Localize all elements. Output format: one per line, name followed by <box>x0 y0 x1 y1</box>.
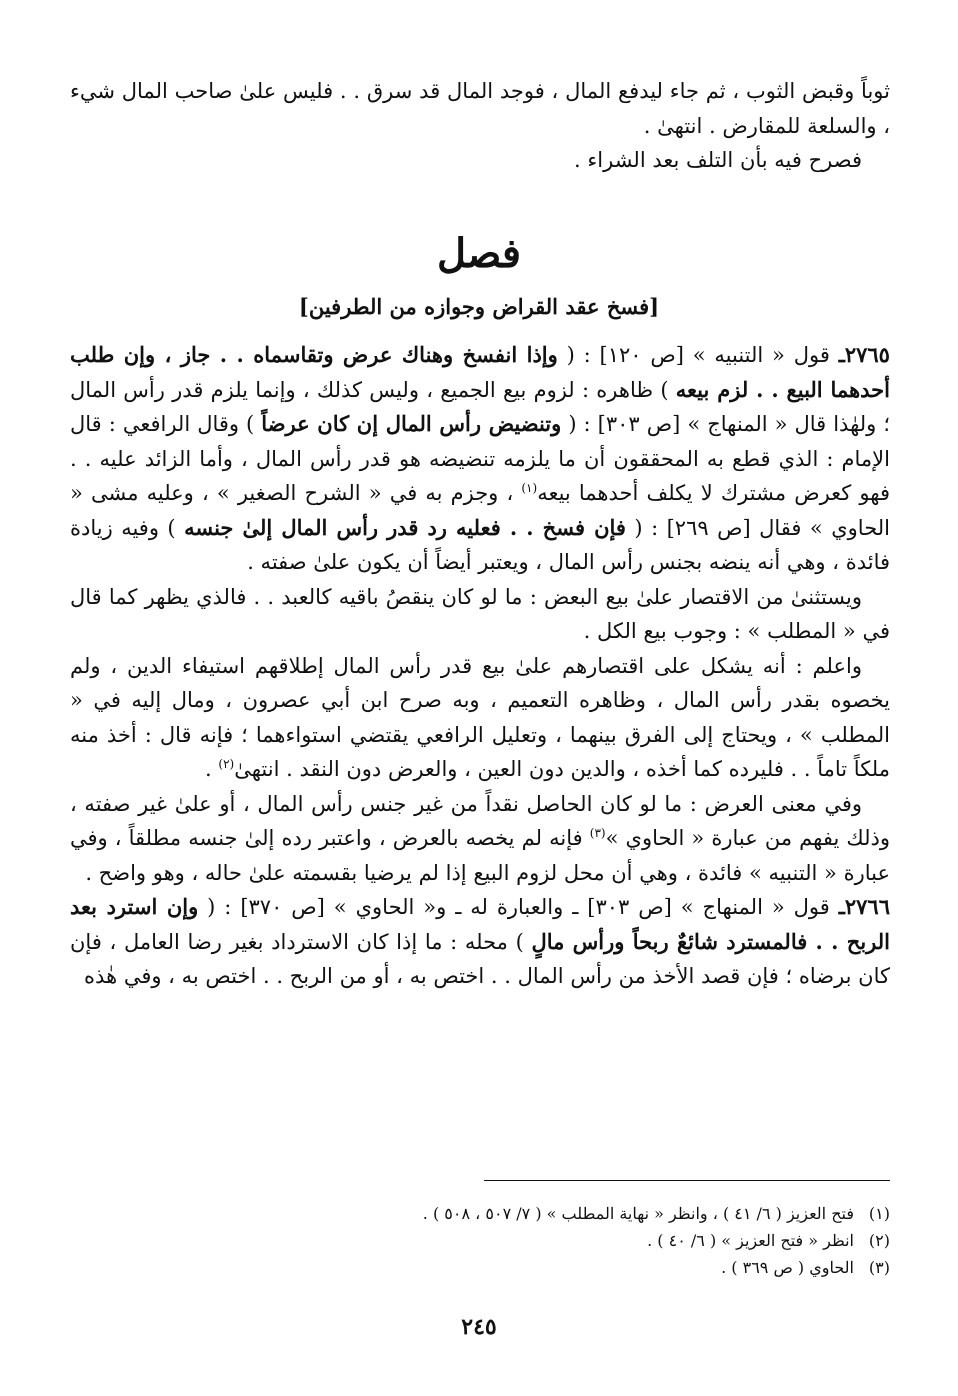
paragraph-2765 <box>70 338 890 580</box>
paragraph-2766 <box>70 890 890 994</box>
text-span: قول « المنهاج » [ص ٣٠٣] ـ والعبارة له ـ و« الحاوي » [ص ٣٧٠] : ( <box>198 895 839 919</box>
footnote-text: الحاوي ( ص ٣٦٩ ) . <box>721 1258 854 1277</box>
text-span: واعلم : أنه يشكل على اقتصارهم علىٰ بيع قدر رأس المال إطلاقهم استيفاء الدين ، ولم يخصوه بقدر رأس المال ، وظاهره التعميم ، وبه صرح ابن أبي عصرون ، ومال إليه في « المطلب » ، ويحتاج إلى الفرق بينهما ، وتعليل الرافعي يقتضي استواءهما ؛ فإنه قال : أخذ منه ملكاً تاماً . . فليرده كما أخذه ، والدين دون العين ، والعرض دون النقد . انتهىٰ <box>70 653 890 781</box>
text-span: . <box>205 757 219 781</box>
text-span: وفي معنى العرض : ما لو كان الحاصل نقداً من غير جنس رأس المال ، أو علىٰ غير صفته ، وذلك يفهم من عبارة « الحاوي » <box>70 791 890 850</box>
footnote-item <box>300 1200 890 1227</box>
text-span: فإنه لم يخصه بالعرض ، واعتبر رده إلىٰ جنسه مطلقاً ، وفي عبارة « التنبيه » فائدة ، وهي أن محل لزوم البيع إذا لم يرضيا بقسمته علىٰ حاله ، وهو واضح . <box>70 826 890 885</box>
main-text <box>70 338 890 994</box>
issue-number: ٢٧٦٦ـ <box>838 894 890 919</box>
top-text <box>70 74 890 178</box>
text-span: ) محله : ما إذا كان الاسترداد بغير رضا العامل ، فإن كان برضاه ؛ فإن قصد الأخذ من رأس المال . . اختص به ، أو من الربح . . اختص به ، وفي هٰذه <box>70 929 890 988</box>
footnote-number: (٢) <box>868 1231 890 1250</box>
paragraph-continuation: ثوباً وقبض الثوب ، ثم جاء ليدفع المال ، فوجد المال قد سرق . . فليس علىٰ صاحب المال شيء ، والسلعة للمقارض . انتهىٰ . <box>70 79 890 138</box>
footnote-ref: (١) <box>521 481 538 495</box>
text-span: ) وفيه زيادة فائدة ، وهي أنه ينضه بجنس رأس المال ، ويعتبر أيضاً أن يكون علىٰ صفته . <box>70 515 890 574</box>
text-span: ) وقال الرافعي : قال الإمام : الذي قطع به المحققون أن ما يلزمه تنضيضه هو قدر رأس المال ، وأما الزائد عليه . . فهو كعرض مشترك لا يكلف أحدهما بيعه <box>70 412 890 505</box>
footnotes <box>300 1200 890 1281</box>
page-number: ٢٤٥ <box>461 1314 497 1340</box>
footnote-ref: (٣) <box>589 826 606 840</box>
quoted-text: وإن استرد بعد الربح . . فالمسترد شائعٌ ربحاً ورأس مالٍ <box>70 894 891 954</box>
section-subtitle: [فسخ عقد القراض وجوازه من الطرفين] <box>298 294 660 319</box>
text-span: قول « التنبيه » [ص ١٢٠] : ( <box>557 343 839 367</box>
paragraph-know <box>70 649 890 787</box>
footnote-divider <box>484 1180 890 1181</box>
footnote-number: (١) <box>868 1204 890 1223</box>
quoted-text: فإن فسخ . . فعليه رد قدر رأس المال إلىٰ جنسه <box>184 514 626 540</box>
quoted-text: وتنضيض رأس المال إن كان عرضاً <box>261 411 562 436</box>
section-ornament-title: فصل <box>436 230 522 277</box>
text-span: ) ظاهره : لزوم بيع الجميع ، وليس كذلك ، وإنما يلزم قدر رأس المال ؛ ولهٰذا قال « المنهاج » [ص ٣٠٣] : ( <box>70 377 890 436</box>
footnote-text: انظر « فتح العزيز » ( ٦/ ٤٠ ) . <box>647 1231 854 1250</box>
quoted-text: وإذا انفسخ وهناك عرض وتقاسماه . . جاز ، وإن طلب أحدهما البيع . . لزم بيعه <box>70 342 890 402</box>
text-span: ، وجزم به في « الشرح الصغير » ، وعليه مشى « الحاوي » فقال [ص ٢٦٩] : ( <box>70 481 890 540</box>
footnote-ref: (٢) <box>218 757 235 771</box>
issue-number: ٢٧٦٥ـ <box>838 342 890 367</box>
footnote-text: فتح العزيز ( ٦/ ٤١ ) ، وانظر « نهاية المطلب » ( ٧/ ٥٠٧ ، ٥٠٨ ) . <box>422 1204 854 1223</box>
paragraph-conclusion: فصرح فيه بأن التلف بعد الشراء . <box>574 148 862 172</box>
footnote-item <box>300 1227 890 1254</box>
paragraph-exception: ويستثنىٰ من الاقتصار علىٰ بيع البعض : ما لو كان ينقصُ باقيه كالعبد . . فالذي يظهر كما قال في « المطلب » : وجوب بيع الكل . <box>70 584 890 643</box>
footnote-number: (٣) <box>868 1258 890 1277</box>
footnote-item <box>300 1254 890 1281</box>
paragraph-meaning <box>70 787 890 891</box>
